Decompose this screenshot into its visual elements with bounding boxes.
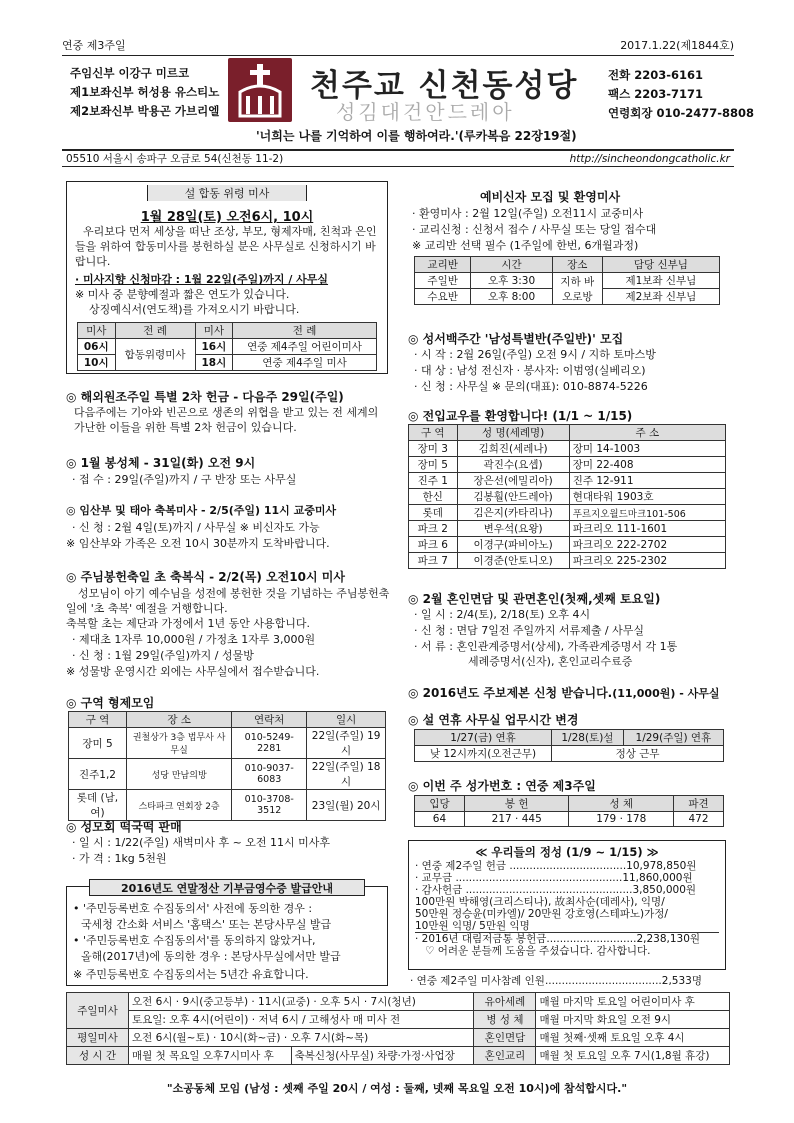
website-link[interactable]: http://sincheondongcatholic.kr xyxy=(569,152,730,165)
calendar-title: ◎ 2016년도 주보제본 신청 받습니다. xyxy=(408,686,613,700)
tax-line4: 올해(2017년)에 동의한 경우 : 본당사무실에서만 발급 xyxy=(81,950,341,963)
table-cell: 이경준(안토니오) xyxy=(457,553,569,569)
baptism-value: 매월 마지막 토요일 어린이미사 후 xyxy=(536,993,730,1011)
liturgy-cell: 합동위령미사 xyxy=(115,339,195,371)
finance-lines xyxy=(415,860,719,957)
finance-line: · 감사헌금 ..................................................3,850,000원 xyxy=(415,884,697,896)
sick-communion-value: 매월 마지막 화요일 오전 9시 xyxy=(536,1011,730,1029)
table-cell: 파크 6 xyxy=(409,537,458,553)
tax-line3: • '주민등록번호 수집동의서'를 동의하지 않았거나, xyxy=(73,934,316,947)
seollal-date: 1월 28일(토) 오전6시, 10시 xyxy=(140,210,314,225)
finance-line: · 연중 제2주일 헌금 ...................................10,978,850원 xyxy=(415,860,697,872)
table-cell: 정상 근무 xyxy=(552,746,724,762)
ricecake-line1: · 일 시 : 1/22(주일) 새벽미사 후 ~ 오전 11시 미사후 xyxy=(72,836,331,849)
table-cell: 장은선(에밀리아) xyxy=(457,473,569,489)
table-cell: 푸르지오월드마크101-506 xyxy=(569,505,725,521)
table-cell: 지하 바오로방 xyxy=(552,273,602,305)
col-class: 교리반 xyxy=(415,257,471,273)
table-cell: 제1보좌 신부님 xyxy=(602,273,719,289)
schedule-table xyxy=(66,992,730,1065)
table-cell: 진주1,2 xyxy=(69,759,127,790)
priest-list xyxy=(70,64,219,121)
table-cell: 파크 2 xyxy=(409,521,458,537)
table-cell: 179 · 178 xyxy=(569,812,674,827)
liturgy-cell: 연중 제4주일 어린이미사 xyxy=(233,339,377,355)
table-cell: 진주 12-911 xyxy=(569,473,725,489)
col-name: 성 명(세례명) xyxy=(457,425,569,441)
table-cell: 472 xyxy=(674,812,724,827)
tax-line2: 국세청 간소화 서비스 '홈택스' 또는 본당사무실 발급 xyxy=(81,918,332,931)
baptism-label: 유아세례 xyxy=(474,993,536,1011)
table-cell: 김희진(세레나) xyxy=(457,441,569,457)
table-cell: 낮 12시까지(오전근무) xyxy=(415,746,552,762)
table-cell: 권철상가 3층 법무사 사무실 xyxy=(127,728,232,759)
marriage-class-label: 혼인교리 xyxy=(474,1047,536,1065)
marriage-meeting-value: 매월 첫째·셋째 토요일 오후 4시 xyxy=(536,1029,730,1047)
col-datetime: 일시 xyxy=(307,712,386,728)
table-cell: 김봉훨(안드레아) xyxy=(457,489,569,505)
sick-communion-label: 병 성 체 xyxy=(474,1011,536,1029)
fax: 팩스 2203-7171 xyxy=(608,87,704,101)
time-cell: 16시 xyxy=(195,339,233,355)
sunday-mass-2: 토요일: 오후 4시(어린이) · 저녁 6시 / 고해성사 매 미사 전 xyxy=(129,1011,474,1029)
seollal-title: 설 합동 위령 미사 xyxy=(147,185,307,201)
gospel-quote: '너희는 나를 기억하여 이를 행하여라.'(루카복음 22장19절) xyxy=(256,129,577,143)
table-cell: 현대타워 1903호 xyxy=(569,489,725,505)
table-cell: 64 xyxy=(415,812,465,827)
pregnant-line2: ※ 임산부와 가족은 오전 10시 30분까지 도착바랍니다. xyxy=(66,537,330,550)
table-cell: 파크리오 111-1601 xyxy=(569,521,725,537)
table-cell: 23일(월) 20시 xyxy=(307,790,386,821)
col-mass-2: 미사 xyxy=(195,323,233,339)
seollal-table xyxy=(77,322,377,371)
table-cell: 김은지(카타리나) xyxy=(457,505,569,521)
col-day1: 1/27(금) 연휴 xyxy=(415,730,552,746)
table-cell: 오후 8:00 xyxy=(471,289,553,305)
phone: 전화 2203-6161 xyxy=(608,68,704,82)
table-cell: 수요반 xyxy=(415,289,471,305)
col-place: 장소 xyxy=(552,257,602,273)
finance-line: 100만원 박해영(크리스티나), 故최사순(데레사), 익명/ xyxy=(415,896,665,908)
pregnant-title: ◎ 임산부 및 태아 축복미사 - 2/5(주일) 11시 교중미사 xyxy=(66,504,337,517)
col-priest: 담당 신부님 xyxy=(602,257,719,273)
funeral-contact: 연령회장 010-2477-8808 xyxy=(608,106,755,120)
table-cell: 장미 5 xyxy=(69,728,127,759)
seollal-deadline: · 미사지향 신청마감 : 1월 22일(주일)까지 / 사무실 xyxy=(75,273,329,286)
col-mass: 미사 xyxy=(78,323,116,339)
church-subtitle: 성김대건안드레아 xyxy=(336,100,515,124)
church-title: 천주교 신천동성당 xyxy=(310,68,579,104)
table-cell: 010-5249-2281 xyxy=(232,728,307,759)
finance-line: ♡ 어려운 분들께 도움을 주셨습니다. 감사합니다. xyxy=(425,945,651,957)
districts-title: ◎ 구역 형제모임 xyxy=(66,696,155,710)
communion-title: ◎ 1월 봉성체 - 31일(화) 오전 9시 xyxy=(66,456,256,470)
priest-pastor: 주임신부 이강구 미르코 xyxy=(70,66,190,80)
time-cell: 18시 xyxy=(195,355,233,371)
ricecake-line2: · 가 격 : 1kg 5천원 xyxy=(72,852,167,865)
catechumen-line2: · 교리신청 : 신청서 접수 / 사무실 또는 당일 접수대 xyxy=(412,223,657,236)
table-cell: 파크리오 222-2702 xyxy=(569,537,725,553)
table-cell: 장미 5 xyxy=(409,457,458,473)
blessing-value: 축복신청(사무실) 차량·가정·사업장 xyxy=(291,1047,474,1065)
marriage-line4: 세례증명서(신자), 혼인교리수료증 xyxy=(468,655,633,668)
col-day2: 1/28(토)설 xyxy=(552,730,624,746)
seollal-mass-box xyxy=(66,181,388,374)
calendar-notice xyxy=(408,684,719,701)
marriage-class-value: 매월 첫 토요일 오후 7시(1,8월 휴강) xyxy=(536,1047,730,1065)
table-cell: 한신 xyxy=(409,489,458,505)
col-communion: 성 체 xyxy=(569,796,674,812)
pregnant-line1: · 신 청 : 2월 4일(토)까지 / 사무실 ※ 비신자도 가능 xyxy=(72,521,320,534)
col-place: 장 소 xyxy=(127,712,232,728)
table-cell: 장미 3 xyxy=(409,441,458,457)
table-cell: 010-3708-3512 xyxy=(232,790,307,821)
col-time: 시간 xyxy=(471,257,553,273)
priest-assistant-2: 제2보좌신부 박용곤 가브리엘 xyxy=(70,104,220,118)
col-address: 주 소 xyxy=(569,425,725,441)
issue-date: 2017.1.22(제1844호) xyxy=(620,39,734,52)
overseas-body: 다음주에는 기아와 빈곤으로 생존의 위협을 받고 있는 전 세계의 가난한 이들을 위한 특별 2차 헌금이 있습니다. xyxy=(74,406,379,434)
time-cell: 10시 xyxy=(78,355,116,371)
presentation-line2: · 제대초 1자루 10,000원 / 가정초 1자루 3,000원 xyxy=(72,633,316,646)
holy-hour-label: 성 시 간 xyxy=(67,1047,129,1065)
bible-line1: · 시 작 : 2월 26일(주일) 오전 9시 / 지하 토마스방 xyxy=(414,348,656,361)
tax-title: 2016년도 연말정산 기부금영수증 발급안내 xyxy=(89,879,365,896)
weekday-label: 평일미사 xyxy=(67,1029,129,1047)
holy-hour-value: 매월 첫 목요일 오후7시미사 후 xyxy=(129,1047,292,1065)
table-cell: 진주 1 xyxy=(409,473,458,489)
weekday-mass: 오전 6시(월~토) · 10시(화~금) · 오후 7시(화~목) xyxy=(129,1029,474,1047)
finance-line: 10만원 익명/ 5만원 익명 xyxy=(415,920,530,932)
table-cell: 파크리오 225-2302 xyxy=(569,553,725,569)
hymns-table xyxy=(414,795,724,827)
col-liturgy: 전 례 xyxy=(115,323,195,339)
marriage-meeting-label: 혼인면담 xyxy=(474,1029,536,1047)
col-district: 구 역 xyxy=(409,425,458,441)
priest-assistant-1: 제1보좌신부 허성용 유스티노 xyxy=(70,85,220,99)
table-cell: 217 · 445 xyxy=(464,812,569,827)
finance-title: ≪ 우리들의 정성 (1/9 ~ 1/15) ≫ xyxy=(475,845,659,859)
table-cell: 22일(주일) 19시 xyxy=(307,728,386,759)
communion-body: · 접 수 : 29일(주일)까지 / 구 반장 또는 사무실 xyxy=(72,473,297,486)
liturgy-cell: 연중 제4주일 미사 xyxy=(233,355,377,371)
bible-line2: · 대 상 : 남성 전신자 · 봉사자: 이범영(실베리오) xyxy=(414,364,646,377)
marriage-line1: · 일 시 : 2/4(토), 2/18(토) 오후 4시 xyxy=(414,608,591,621)
presentation-title: ◎ 주님봉헌축일 초 축복식 - 2/2(목) 오전10시 미사 xyxy=(66,570,345,584)
bible-line3: · 신 청 : 사무실 ※ 문의(대표): 010-8874-5226 xyxy=(414,380,648,393)
finance-line: · 교무금 ..................................................11,860,000원 xyxy=(415,872,693,884)
address-bar xyxy=(62,149,734,167)
calendar-suffix: (11,000원) - 사무실 xyxy=(612,687,720,700)
table-cell: 22일(주일) 18시 xyxy=(307,759,386,790)
address: 05510 서울시 송파구 오금로 54(신천동 11-2) xyxy=(66,153,284,165)
table-cell: 주일반 xyxy=(415,273,471,289)
table-cell: 이경구(파비아노) xyxy=(457,537,569,553)
newcomers-title: ◎ 전입교우를 환영합니다! (1/1 ~ 1/15) xyxy=(408,409,633,423)
tax-box xyxy=(66,882,388,986)
col-offertory: 봉 헌 xyxy=(464,796,569,812)
sunday-mass-1: 오전 6시 · 9시(중고등부) · 11시(교중) · 오후 5시 · 7시(청년) xyxy=(129,993,474,1011)
catechumen-line3: ※ 교리반 선택 필수 (1주일에 한번, 6개월과정) xyxy=(412,239,639,252)
seollal-note2: 상징예식서(연도책)를 가져오시기 바랍니다. xyxy=(89,303,300,316)
footer-note: "소공동체 모임 (남성 : 셋째 주일 20시 / 여성 : 둘째, 넷째 목요일 오전 10시)에 참석합시다." xyxy=(166,1082,628,1095)
col-entrance: 입당 xyxy=(415,796,465,812)
week-label: 연중 제3주일 xyxy=(62,39,126,52)
issue-bar xyxy=(62,38,734,56)
finance-box xyxy=(408,840,726,970)
overseas-title: ◎ 해외원조주일 특별 2차 헌금 - 다음주 29일(주일) xyxy=(66,390,344,404)
table-cell: 파크 7 xyxy=(409,553,458,569)
finance-line: · 2016년 대림저금통 봉헌금...........................2,238,130원 xyxy=(415,932,719,945)
tax-line1: • '주민등록번호 수집동의서' 사전에 동의한 경우 : xyxy=(73,902,313,915)
table-cell: 성당 만남의방 xyxy=(127,759,232,790)
church-logo xyxy=(228,58,292,122)
finance-line: 50만원 정승윤(미카엘)/ 20만원 강호영(스테파노)가정/ xyxy=(415,908,668,920)
table-cell: 010-9037-6083 xyxy=(232,759,307,790)
table-cell: 변우석(요왕) xyxy=(457,521,569,537)
presentation-line4: ※ 성물방 운영시간 외에는 사무실에서 접수받습니다. xyxy=(66,665,320,678)
hymns-title: ◎ 이번 주 성가번호 : 연중 제3주일 xyxy=(408,779,596,793)
sunday-label: 주일미사 xyxy=(67,993,129,1029)
time-cell: 06시 xyxy=(78,339,116,355)
catechumen-title: 예비신자 모집 및 환영미사 xyxy=(480,190,621,204)
catechumen-line1: · 환영미사 : 2월 12일(주일) 오전11시 교중미사 xyxy=(412,207,644,220)
table-cell: 롯데 (남,여) xyxy=(69,790,127,821)
table-cell: 장미 14-1003 xyxy=(569,441,725,457)
districts-table xyxy=(68,711,386,821)
seollal-body: 우리보다 먼저 세상을 떠난 조상, 부모, 형제자매, 친척과 은인들을 위하여 합동미사를 봉헌하실 분은 사무실로 신청하시기 바랍니다. xyxy=(75,225,377,268)
marriage-line3: · 서 류 : 혼인관계증명서(상세), 가족관계증명서 각 1통 xyxy=(414,640,678,653)
col-contact: 연락처 xyxy=(232,712,307,728)
marriage-title: ◎ 2월 혼인면담 및 관면혼인(첫째,셋째 토요일) xyxy=(408,592,661,606)
table-cell: 곽진수(요셉) xyxy=(457,457,569,473)
catechism-table xyxy=(414,256,720,305)
attendance-line: · 연중 제2주일 미사참례 인원...................................2,533명 xyxy=(410,975,702,987)
contact-info xyxy=(608,66,754,123)
marriage-line2: · 신 청 : 면담 7일전 주일까지 서류제출 / 사무실 xyxy=(414,624,645,637)
table-cell: 오후 3:30 xyxy=(471,273,553,289)
presentation-body: 성모님이 아기 예수님을 성전에 봉헌한 것을 기념하는 주님봉헌축일에 '초 축복' 예절을 거행합니다. xyxy=(66,587,390,615)
table-cell: 롯데 xyxy=(409,505,458,521)
ricecake-title: ◎ 성모회 떡국떡 판매 xyxy=(66,820,182,834)
col-dismissal: 파견 xyxy=(674,796,724,812)
table-cell: 장미 22-408 xyxy=(569,457,725,473)
newcomers-table xyxy=(408,424,726,569)
bible-title: ◎ 성서백주간 '남성특별반(주일반)' 모집 xyxy=(408,332,624,346)
presentation-line3: · 신 청 : 1월 29일(주일)까지 / 성물방 xyxy=(72,649,254,662)
seollal-note1: ※ 미사 중 분향예절과 짧은 연도가 있습니다. xyxy=(75,288,290,301)
presentation-line1: 축복할 초는 제단과 가정에서 1년 동안 사용합니다. xyxy=(66,617,310,630)
col-liturgy-2: 전 례 xyxy=(233,323,377,339)
col-district: 구 역 xyxy=(69,712,127,728)
col-day3: 1/29(주일) 연휴 xyxy=(623,730,723,746)
office-title: ◎ 설 연휴 사무실 업무시간 변경 xyxy=(408,713,579,727)
office-hours-table xyxy=(414,729,724,762)
table-cell: 스타파크 연회장 2층 xyxy=(127,790,232,821)
table-cell: 제2보좌 신부님 xyxy=(602,289,719,305)
tax-line5: ※ 주민등록번호 수집동의서는 5년간 유효합니다. xyxy=(73,968,309,981)
